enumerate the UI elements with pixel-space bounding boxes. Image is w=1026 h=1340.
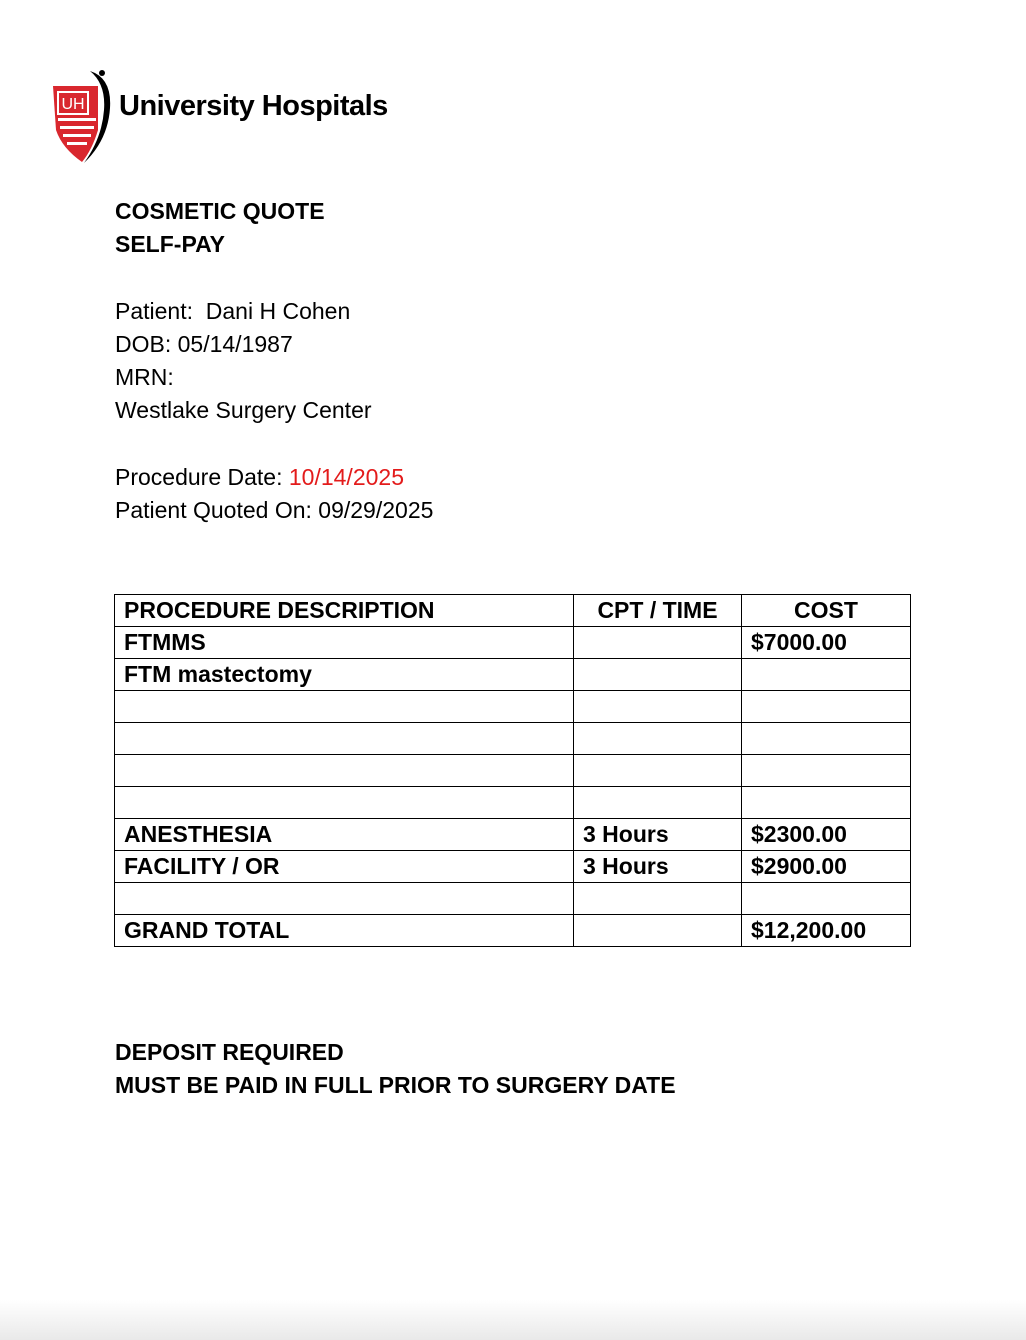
row-cpt-time <box>574 691 742 723</box>
patient-name: Dani H Cohen <box>205 298 351 324</box>
row-description <box>115 883 574 915</box>
table-header-row <box>115 595 911 627</box>
row-cpt-time: 3 Hours <box>574 819 742 851</box>
row-cpt-time <box>574 659 742 691</box>
row-description: FACILITY / OR <box>115 851 574 883</box>
svg-text:UH: UH <box>61 96 85 113</box>
procedure-date-label: Procedure Date: <box>115 464 283 490</box>
table-row <box>115 723 911 755</box>
row-cost <box>742 659 911 691</box>
dob-label: DOB: <box>115 331 172 357</box>
row-description <box>115 787 574 819</box>
row-cost <box>742 691 911 723</box>
quote-subtitle: SELF-PAY <box>115 231 225 257</box>
dob-value: 05/14/1987 <box>177 331 293 357</box>
row-description: FTMMS <box>115 627 574 659</box>
row-cost <box>742 883 911 915</box>
row-cost: $2900.00 <box>742 851 911 883</box>
row-cpt-time <box>574 787 742 819</box>
patient-label: Patient: <box>115 298 193 324</box>
patient-line <box>115 298 350 325</box>
row-cost <box>742 755 911 787</box>
grand-total-cpt-time <box>574 915 742 947</box>
payment-notice: MUST BE PAID IN FULL PRIOR TO SURGERY DATE <box>115 1072 676 1098</box>
quoted-on-line <box>115 497 433 524</box>
row-description <box>115 691 574 723</box>
procedure-date-value: 10/14/2025 <box>288 464 404 490</box>
header-cpt-time: CPT / TIME <box>574 595 742 627</box>
procedure-cost-table <box>114 594 911 947</box>
mrn-line <box>115 364 174 391</box>
row-description: ANESTHESIA <box>115 819 574 851</box>
table-row <box>115 691 911 723</box>
row-description: FTM mastectomy <box>115 659 574 691</box>
grand-total-label: GRAND TOTAL <box>115 915 574 947</box>
university-hospitals-logo <box>52 68 412 164</box>
quote-title: COSMETIC QUOTE <box>115 198 325 224</box>
quoted-on-value: 09/29/2025 <box>318 497 434 523</box>
row-cpt-time <box>574 723 742 755</box>
table-row <box>115 787 911 819</box>
grand-total-row <box>115 915 911 947</box>
grand-total-cost: $12,200.00 <box>742 915 911 947</box>
table-row <box>115 851 911 883</box>
table-row <box>115 627 911 659</box>
row-cost: $7000.00 <box>742 627 911 659</box>
row-cost <box>742 787 911 819</box>
table-row <box>115 755 911 787</box>
header-cost: COST <box>742 595 911 627</box>
table-row <box>115 659 911 691</box>
row-cpt-time: 3 Hours <box>574 851 742 883</box>
page-bottom-shadow <box>0 1300 1026 1340</box>
header-procedure-description: PROCEDURE DESCRIPTION <box>115 595 574 627</box>
row-cost <box>742 723 911 755</box>
table-row <box>115 883 911 915</box>
deposit-notice: DEPOSIT REQUIRED <box>115 1039 344 1065</box>
procedure-date-line <box>115 464 404 491</box>
row-cpt-time <box>574 755 742 787</box>
row-cpt-time <box>574 627 742 659</box>
dob-line <box>115 331 293 358</box>
uh-shield-icon <box>52 68 118 164</box>
row-cost: $2300.00 <box>742 819 911 851</box>
logo-wordmark: University Hospitals <box>119 90 388 122</box>
row-cpt-time <box>574 883 742 915</box>
row-description <box>115 723 574 755</box>
table-row <box>115 819 911 851</box>
quoted-on-label: Patient Quoted On: <box>115 497 312 523</box>
mrn-label: MRN: <box>115 364 174 390</box>
row-description <box>115 755 574 787</box>
location-line: Westlake Surgery Center <box>115 397 372 423</box>
